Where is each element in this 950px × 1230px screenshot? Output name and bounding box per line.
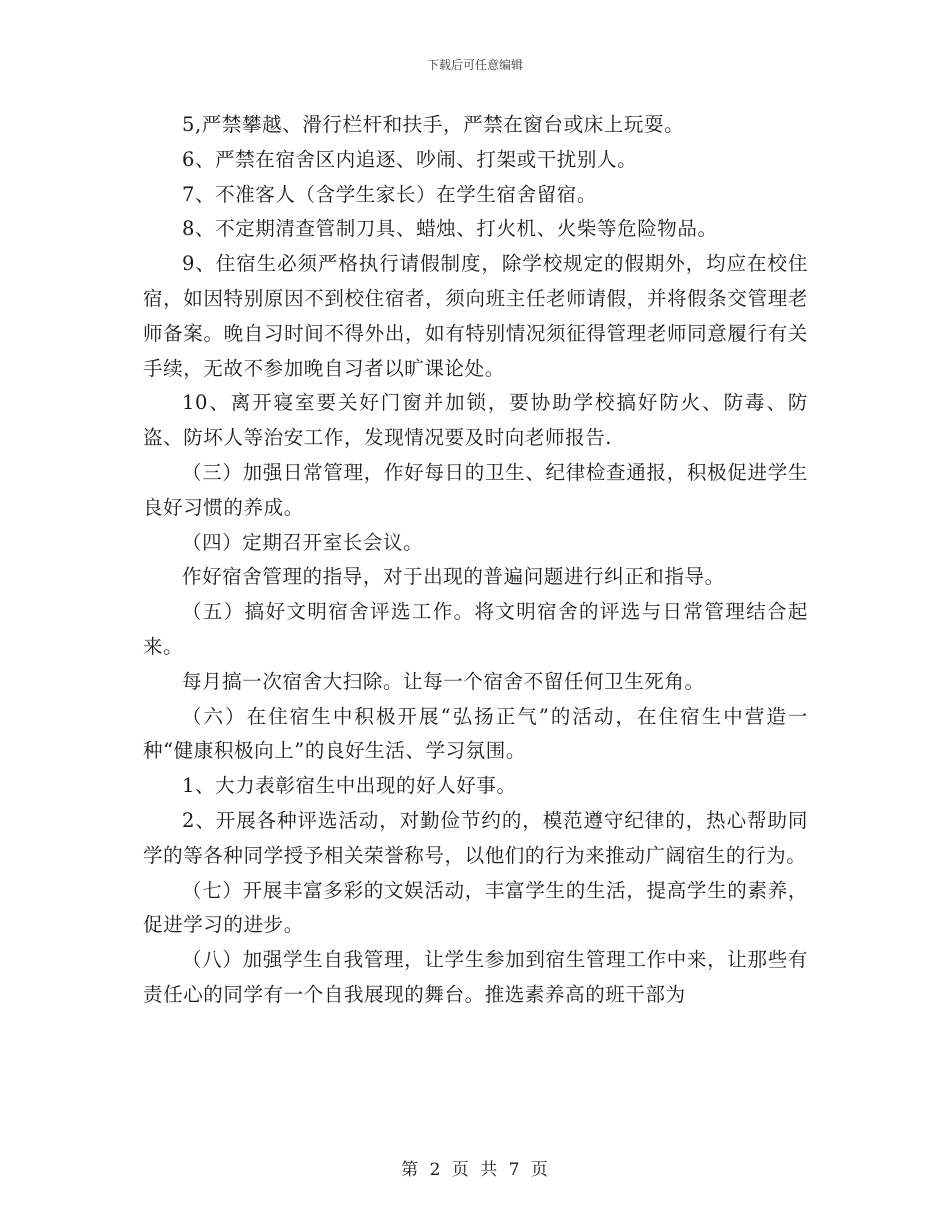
paragraph: （七）开展丰富多彩的文娱活动，丰富学生的生活，提高学生的素养，促进学习的进步。 bbox=[143, 878, 808, 937]
paragraph: 6、严禁在宿舍区内追逐、吵闹、打架或干扰别人。 bbox=[182, 147, 638, 171]
paragraph: 5,严禁攀越、滑行栏杆和扶手，严禁在窗台或床上玩耍。 bbox=[182, 113, 685, 136]
header-note: 下载后可任意编辑 bbox=[426, 58, 523, 72]
paragraph: 10、离开寝室要关好门窗并加锁，要协助学校搞好防火、防毒、防盗、防坏人等治安工作，发现情况要及时向老师报告. bbox=[143, 391, 808, 450]
page-number-footer: 第 2 页 共 7 页 bbox=[401, 1160, 549, 1180]
paragraph: 7、不准客人（含学生家长）在学生宿舍留宿。 bbox=[182, 182, 598, 206]
paragraph: （四）定期召开室长会议。 bbox=[182, 530, 424, 554]
paragraph: 2、开展各种评选活动，对勤俭节约的，模范遵守纪律的，热心帮助同学的等各种同学授予相关荣誉称号，以他们的行为来推动广阔宿生的行为。 bbox=[143, 808, 808, 867]
paragraph: 作好宿舍管理的指导，对于出现的普遍问题进行纠正和指导。 bbox=[182, 565, 725, 589]
paragraph: 8、不定期清查管制刀具、蜡烛、打火机、火柴等危险物品。 bbox=[182, 217, 718, 241]
paragraph: 1、大力表彰宿生中出现的好人好事。 bbox=[182, 774, 517, 798]
paragraph: 9、住宿生必须严格执行请假制度，除学校规定的假期外，均应在校住宿，如因特别原因不到校住宿者，须向班主任老师请假，并将假条交管理老师备案。晚自习时间不得外出，如有特别情况须征得管理老师同意履行有关手续，无故不参加晚自习者以旷课论处。 bbox=[143, 252, 808, 380]
paragraph: （六）在住宿生中积极开展“弘扬正气”的活动，在住宿生中营造一种“健康积极向上”的良好生活、学习氛围。 bbox=[143, 704, 808, 763]
paragraph: 每月搞一次宿舍大扫除。让每一个宿舍不留任何卫生死角。 bbox=[182, 669, 705, 693]
paragraph: （三）加强日常管理，作好每日的卫生、纪律检查通报，积极促进学生良好习惯的养成。 bbox=[143, 460, 808, 519]
paragraph: （八）加强学生自我管理，让学生参加到宿生管理工作中来，让那些有责任心的同学有一个自我展现的舞台。推选素养高的班干部为 bbox=[143, 948, 808, 1006]
paragraph: （五）搞好文明宿舍评选工作。将文明宿舍的评选与日常管理结合起来。 bbox=[143, 600, 808, 658]
document-body bbox=[143, 108, 808, 1013]
